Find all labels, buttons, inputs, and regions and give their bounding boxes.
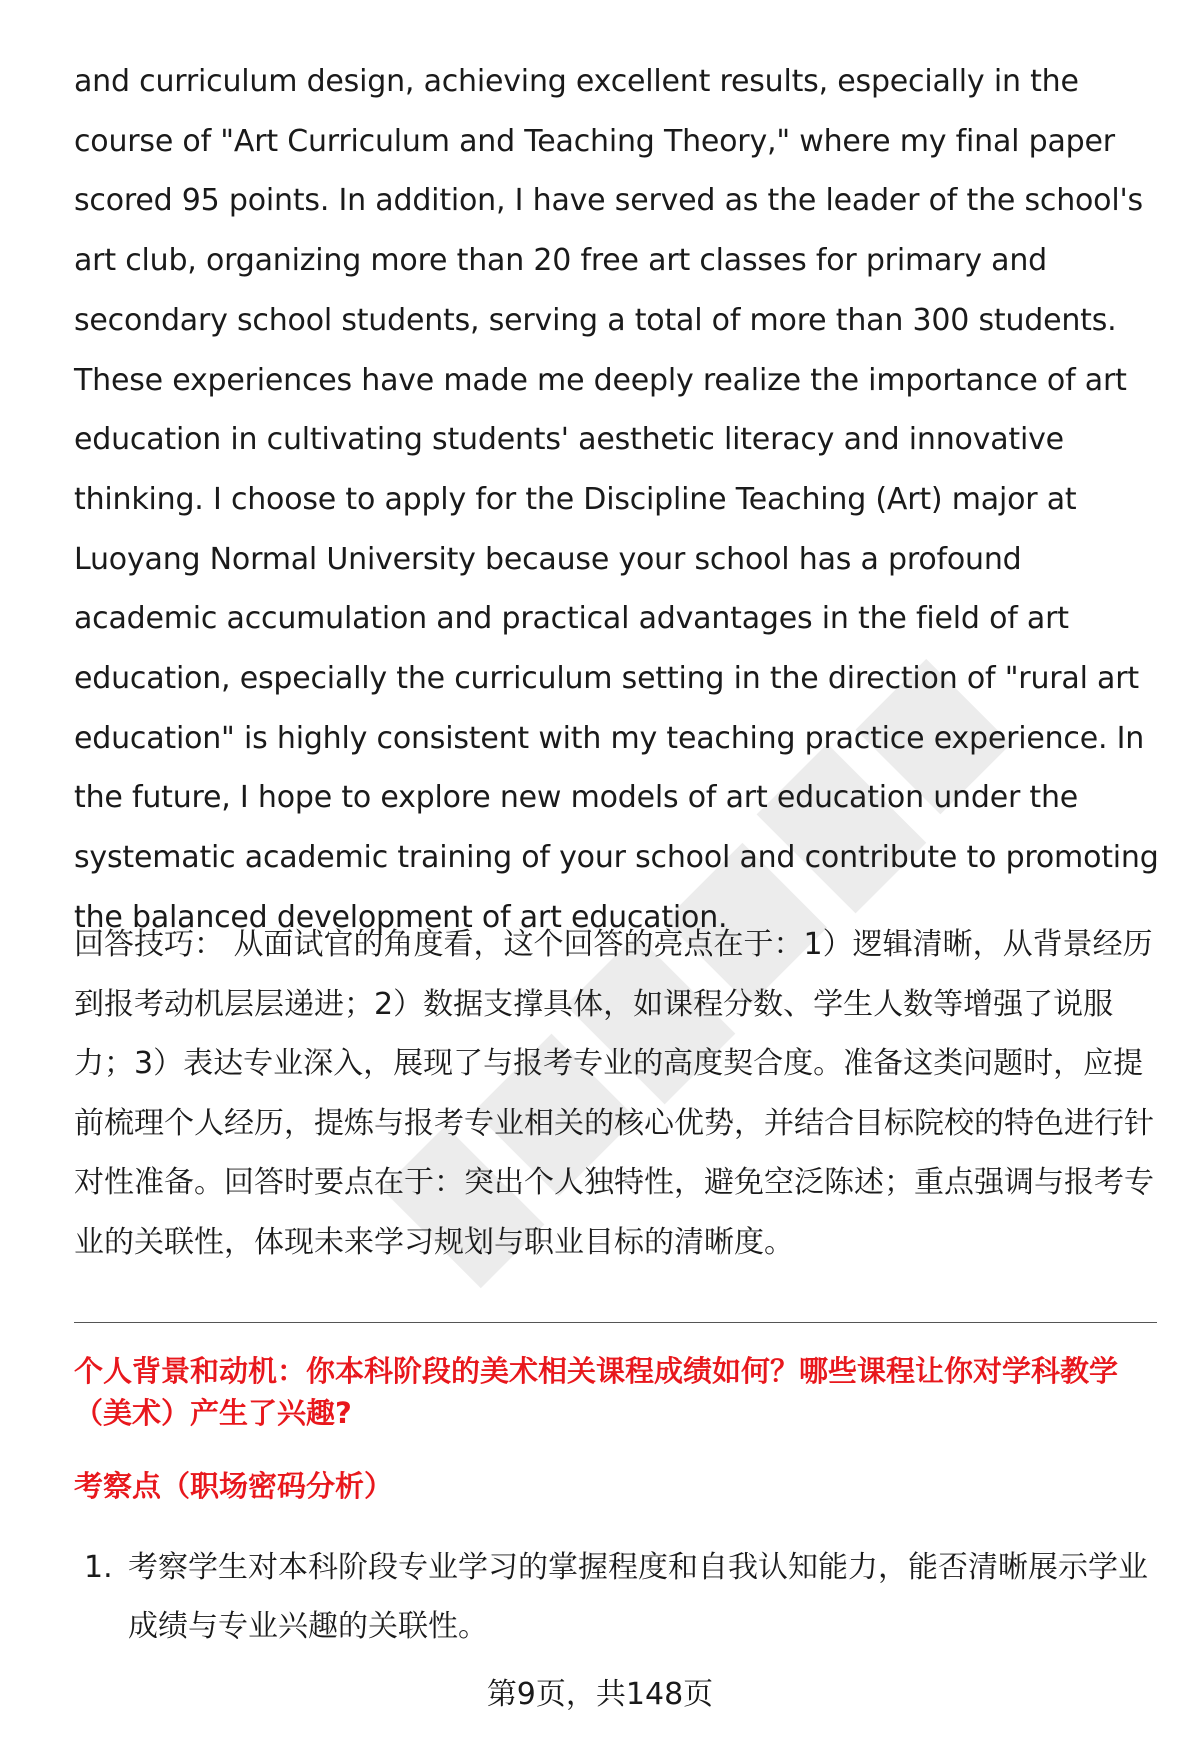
- analysis-subheading: 考察点（职场密码分析）: [74, 1469, 394, 1503]
- list-item-number: 1.: [84, 1550, 113, 1585]
- answer-paragraph: and curriculum design, achieving excellent results, especially in the course of "Art Curriculum and Teaching Theory," where my final paper scored 95 points. In addition, I have served as the leader of the school's art club, organizing more than 20 free art classes for primary and secondary school students, serving a total of more than 300 students. These experiences have made me deeply realize the importance of art education in cultivating students' aesthetic literacy and innovative thinking. I choose to apply for the Discipline Teaching (Art) major at Luoyang Normal University because your school has a profound academic accumulation and practical advantages in the field of art education, especially the curriculum setting in the direction of "rural art education" is highly consistent with my teaching practice experience. In the future, I hope to explore new models of art education under the systematic academic training of your school and contribute to promoting the balanced development of art education.: [74, 64, 1159, 935]
- page-number-footer: 第9页，共148页: [486, 1677, 714, 1712]
- answer-tips: [74, 915, 1154, 1272]
- tips-label: 回答技巧：: [74, 927, 224, 962]
- tips-body: 从面试官的角度看，这个回答的亮点在于：1）逻辑清晰，从背景经历到报考动机层层递进；2）数据支撑具体，如课程分数、学生人数等增强了说服力；3）表达专业深入，展现了与报考专业的高度契合度。准备这类问题时，应提前梳理个人经历，提炼与报考专业相关的核心优势，并结合目标院校的特色进行针对性准备。回答时要点在于：突出个人独特性，避免空泛陈述；重点强调与报考专业的关联性，体现未来学习规划与职业目标的清晰度。: [74, 927, 1154, 1260]
- analysis-point-list: [74, 1538, 1154, 1656]
- section-divider: [74, 1322, 1157, 1323]
- question-heading: 个人背景和动机：你本科阶段的美术相关课程成绩如何？哪些课程让你对学科教学（美术）产生了兴趣?: [74, 1354, 1119, 1430]
- list-item: [74, 1538, 1154, 1656]
- list-item-text: 考察学生对本科阶段专业学习的掌握程度和自我认知能力，能否清晰展示学业成绩与专业兴趣的关联性。: [128, 1550, 1148, 1644]
